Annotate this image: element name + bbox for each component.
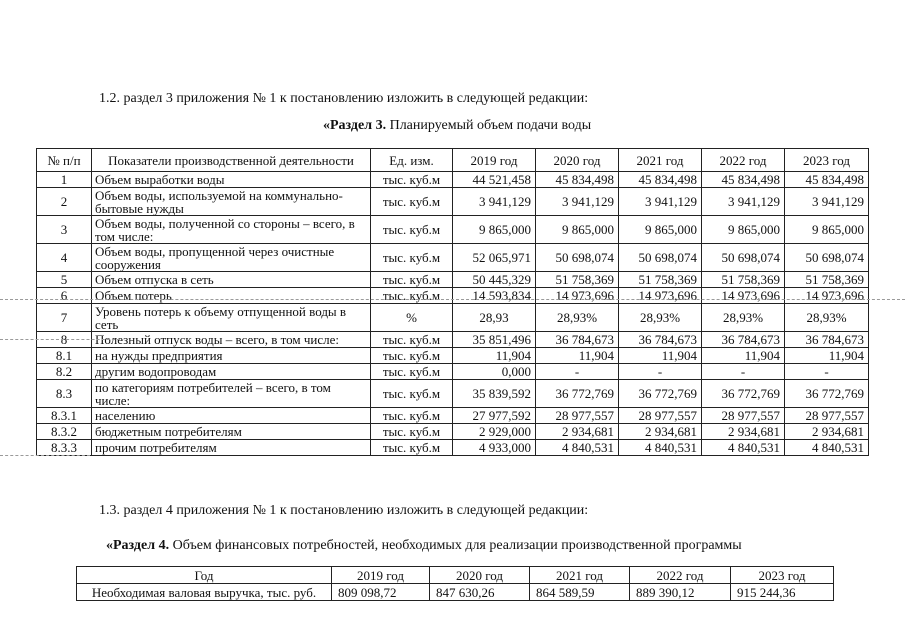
header-unit: Ед. изм. — [371, 149, 453, 172]
indicator-name: Объем отпуска в сеть — [92, 272, 371, 288]
table-row — [37, 304, 869, 332]
value-2022: 28,93% — [702, 304, 785, 332]
value-2021: 2 934,681 — [619, 424, 702, 440]
header-2023: 2023 год — [731, 567, 834, 584]
unit: тыс. куб.м — [371, 188, 453, 216]
value-2022: 14 973,696 — [702, 288, 785, 304]
row-number: 3 — [37, 216, 92, 244]
value-2023: 11,904 — [785, 348, 869, 364]
value-2022: 11,904 — [702, 348, 785, 364]
row-number: 5 — [37, 272, 92, 288]
intro-paragraph-section-4: 1.3. раздел 4 приложения № 1 к постановлению изложить в следующей редакции: — [99, 503, 589, 518]
section-4-heading-bold: «Раздел 4. — [106, 538, 170, 553]
value-2021: 28,93% — [619, 304, 702, 332]
indicator-name: Объем потерь — [92, 288, 371, 304]
scan-artifact-line — [0, 339, 120, 340]
value-2021: 36 772,769 — [619, 380, 702, 408]
value-2019: 809 098,72 — [332, 584, 430, 601]
value-2023: 51 758,369 — [785, 272, 869, 288]
value-2019: 2 929,000 — [453, 424, 536, 440]
table-row — [37, 332, 869, 348]
value-2023: 50 698,074 — [785, 244, 869, 272]
value-2023: 3 941,129 — [785, 188, 869, 216]
value-2022: 28 977,557 — [702, 408, 785, 424]
header-2020: 2020 год — [536, 149, 619, 172]
header-2019: 2019 год — [453, 149, 536, 172]
value-2019: 11,904 — [453, 348, 536, 364]
table-row — [37, 348, 869, 364]
value-2022: 3 941,129 — [702, 188, 785, 216]
value-2021: 51 758,369 — [619, 272, 702, 288]
unit: тыс. куб.м — [371, 244, 453, 272]
row-number: 1 — [37, 172, 92, 188]
table-row — [77, 584, 834, 601]
value-2020: 28,93% — [536, 304, 619, 332]
header-2021: 2021 год — [530, 567, 630, 584]
indicator-name: бюджетным потребителям — [92, 424, 371, 440]
row-label-revenue: Необходимая валовая выручка, тыс. руб. — [77, 584, 332, 601]
header-2019: 2019 год — [332, 567, 430, 584]
table-header-row — [77, 567, 834, 584]
header-indicator: Показатели производственной деятельности — [92, 149, 371, 172]
row-number: 8.3.1 — [37, 408, 92, 424]
unit: тыс. куб.м — [371, 380, 453, 408]
value-2020: 45 834,498 — [536, 172, 619, 188]
value-2023: 4 840,531 — [785, 440, 869, 456]
table-row — [37, 272, 869, 288]
table-row — [37, 408, 869, 424]
table-row — [37, 244, 869, 272]
value-2020: 51 758,369 — [536, 272, 619, 288]
value-2020: 36 772,769 — [536, 380, 619, 408]
value-2021: 28 977,557 — [619, 408, 702, 424]
indicator-name: другим водопроводам — [92, 364, 371, 380]
value-2019: 3 941,129 — [453, 188, 536, 216]
value-2020: 3 941,129 — [536, 188, 619, 216]
section-4-heading — [106, 538, 742, 554]
value-2019: 27 977,592 — [453, 408, 536, 424]
table-row — [37, 288, 869, 304]
value-2023: 36 784,673 — [785, 332, 869, 348]
value-2019: 4 933,000 — [453, 440, 536, 456]
value-2022: 45 834,498 — [702, 172, 785, 188]
value-2019: 44 521,458 — [453, 172, 536, 188]
section-3-heading-bold: «Раздел 3. — [323, 118, 387, 133]
indicator-name: прочим потребителям — [92, 440, 371, 456]
value-2019: 14 593,834 — [453, 288, 536, 304]
value-2020: 4 840,531 — [536, 440, 619, 456]
row-number: 2 — [37, 188, 92, 216]
value-2022: 889 390,12 — [630, 584, 731, 601]
table-row — [37, 188, 869, 216]
value-2021: 36 784,673 — [619, 332, 702, 348]
water-supply-table — [36, 148, 869, 456]
value-2021: 864 589,59 — [530, 584, 630, 601]
value-2021: 45 834,498 — [619, 172, 702, 188]
header-2022: 2022 год — [702, 149, 785, 172]
value-2023: 36 772,769 — [785, 380, 869, 408]
row-number: 8.3.3 — [37, 440, 92, 456]
value-2023: 9 865,000 — [785, 216, 869, 244]
value-2023: - — [785, 364, 869, 380]
value-2020: 14 973,696 — [536, 288, 619, 304]
indicator-name: Объем воды, полученной со стороны – всего, в том числе: — [92, 216, 371, 244]
value-2021: 4 840,531 — [619, 440, 702, 456]
header-year: Год — [77, 567, 332, 584]
header-2021: 2021 год — [619, 149, 702, 172]
indicator-name: по категориям потребителей – всего, в том числе: — [92, 380, 371, 408]
value-2020: 50 698,074 — [536, 244, 619, 272]
row-number: 8 — [37, 332, 92, 348]
value-2021: - — [619, 364, 702, 380]
value-2021: 9 865,000 — [619, 216, 702, 244]
unit: тыс. куб.м — [371, 440, 453, 456]
indicator-name: на нужды предприятия — [92, 348, 371, 364]
indicator-name: Объем воды, пропущенной через очистные сооружения — [92, 244, 371, 272]
row-number: 8.3.2 — [37, 424, 92, 440]
scan-artifact-line — [0, 299, 905, 300]
section-4-heading-text: Объем финансовых потребностей, необходимых для реализации производственной программы — [169, 538, 742, 553]
value-2022: 50 698,074 — [702, 244, 785, 272]
table-row — [37, 440, 869, 456]
table-row — [37, 380, 869, 408]
table-row — [37, 364, 869, 380]
value-2019: 50 445,329 — [453, 272, 536, 288]
value-2020: 2 934,681 — [536, 424, 619, 440]
value-2022: 4 840,531 — [702, 440, 785, 456]
intro-paragraph-section-3: 1.2. раздел 3 приложения № 1 к постановлению изложить в следующей редакции: — [99, 91, 589, 106]
header-2022: 2022 год — [630, 567, 731, 584]
value-2023: 2 934,681 — [785, 424, 869, 440]
value-2019: 28,93 — [453, 304, 536, 332]
value-2022: - — [702, 364, 785, 380]
value-2019: 35 851,496 — [453, 332, 536, 348]
indicator-name: Объем выработки воды — [92, 172, 371, 188]
value-2019: 0,000 — [453, 364, 536, 380]
unit: тыс. куб.м — [371, 348, 453, 364]
value-2023: 14 973,696 — [785, 288, 869, 304]
row-number: 4 — [37, 244, 92, 272]
value-2021: 14 973,696 — [619, 288, 702, 304]
value-2019: 52 065,971 — [453, 244, 536, 272]
header-2023: 2023 год — [785, 149, 869, 172]
section-3-heading — [323, 118, 591, 134]
row-number: 8.3 — [37, 380, 92, 408]
unit: тыс. куб.м — [371, 408, 453, 424]
header-number: № п/п — [37, 149, 92, 172]
unit: тыс. куб.м — [371, 364, 453, 380]
value-2022: 9 865,000 — [702, 216, 785, 244]
row-number: 7 — [37, 304, 92, 332]
value-2022: 2 934,681 — [702, 424, 785, 440]
value-2023: 28,93% — [785, 304, 869, 332]
table-row — [37, 172, 869, 188]
indicator-name: населению — [92, 408, 371, 424]
value-2020: 847 630,26 — [430, 584, 530, 601]
row-number: 8.2 — [37, 364, 92, 380]
table-row — [37, 216, 869, 244]
unit: тыс. куб.м — [371, 172, 453, 188]
value-2023: 28 977,557 — [785, 408, 869, 424]
unit: тыс. куб.м — [371, 424, 453, 440]
value-2022: 36 772,769 — [702, 380, 785, 408]
unit: тыс. куб.м — [371, 288, 453, 304]
unit: тыс. куб.м — [371, 216, 453, 244]
unit: тыс. куб.м — [371, 272, 453, 288]
value-2022: 36 784,673 — [702, 332, 785, 348]
row-number: 6 — [37, 288, 92, 304]
header-2020: 2020 год — [430, 567, 530, 584]
table-header-row — [37, 149, 869, 172]
indicator-name: Уровень потерь к объему отпущенной воды в сеть — [92, 304, 371, 332]
unit: тыс. куб.м — [371, 332, 453, 348]
value-2023: 45 834,498 — [785, 172, 869, 188]
indicator-name: Объем воды, используемой на коммунально-бытовые нужды — [92, 188, 371, 216]
financial-needs-table — [76, 566, 834, 601]
indicator-name: Полезный отпуск воды – всего, в том числе: — [92, 332, 371, 348]
value-2023: 915 244,36 — [731, 584, 834, 601]
value-2021: 11,904 — [619, 348, 702, 364]
section-3-heading-text: Планируемый объем подачи воды — [386, 118, 592, 133]
value-2020: - — [536, 364, 619, 380]
value-2022: 51 758,369 — [702, 272, 785, 288]
unit: % — [371, 304, 453, 332]
table-row — [37, 424, 869, 440]
value-2021: 3 941,129 — [619, 188, 702, 216]
value-2021: 50 698,074 — [619, 244, 702, 272]
row-number: 8.1 — [37, 348, 92, 364]
value-2020: 11,904 — [536, 348, 619, 364]
scan-artifact-line — [0, 455, 90, 456]
value-2019: 35 839,592 — [453, 380, 536, 408]
value-2020: 9 865,000 — [536, 216, 619, 244]
value-2020: 36 784,673 — [536, 332, 619, 348]
value-2019: 9 865,000 — [453, 216, 536, 244]
value-2020: 28 977,557 — [536, 408, 619, 424]
